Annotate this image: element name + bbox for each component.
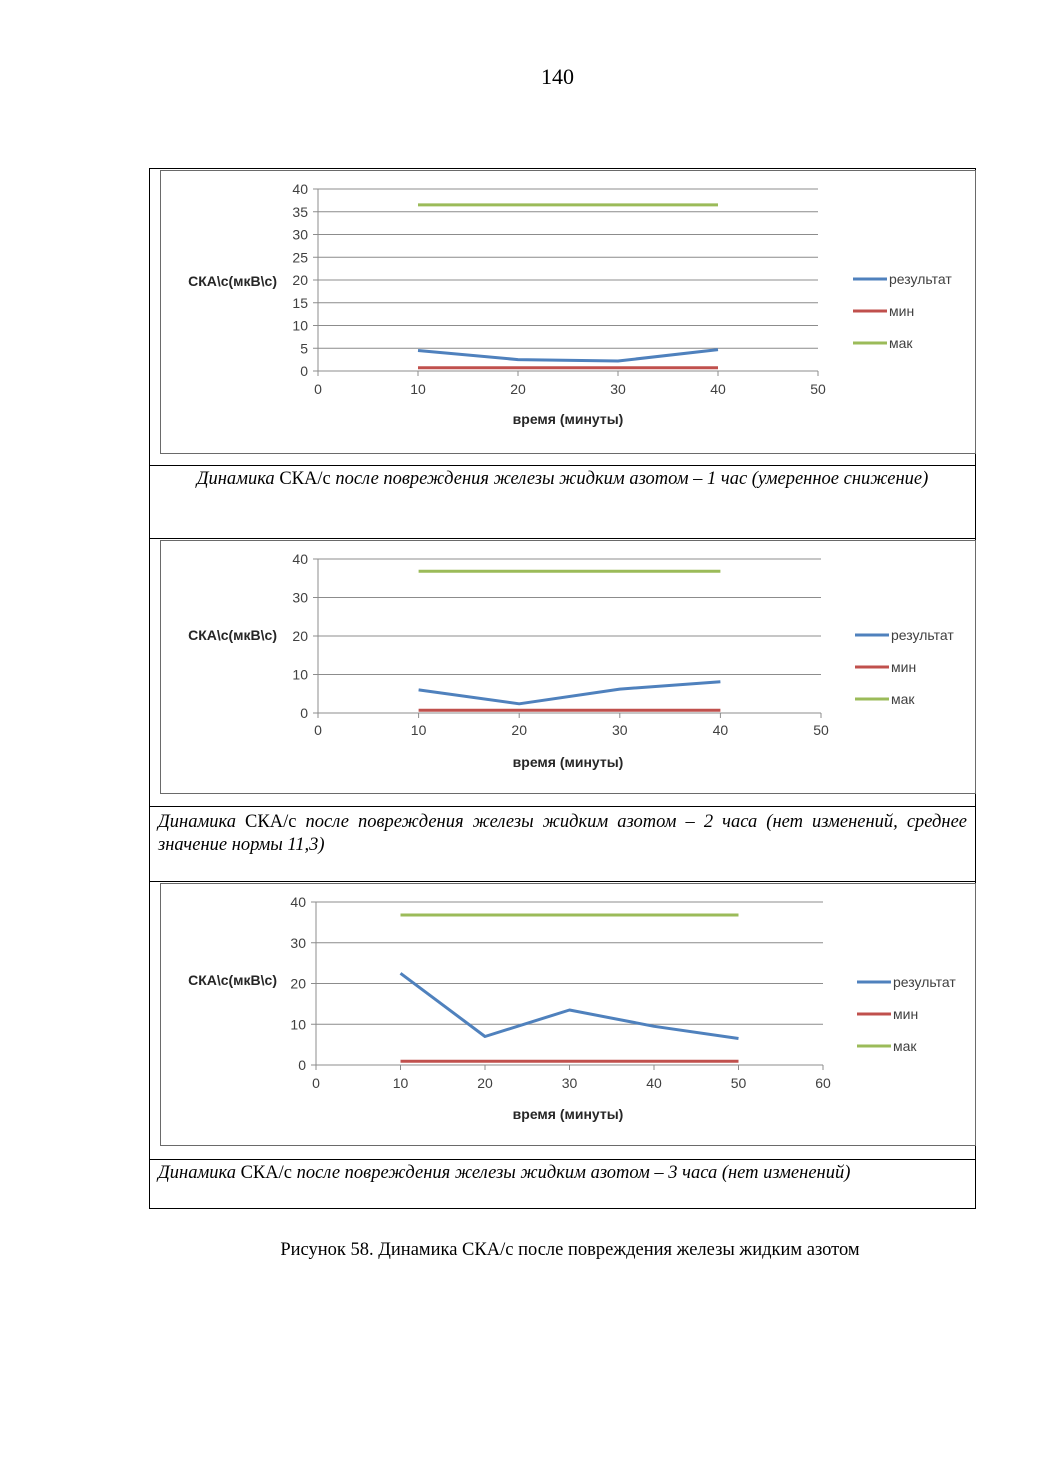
chart-1-ytick-label: 20 xyxy=(292,272,308,288)
chart-cell-2 xyxy=(149,538,976,807)
figure-caption: Рисунок 58. Динамика СКА/с после повреждения железы жидким азотом xyxy=(280,1240,860,1260)
chart-2-xlabel: время (минуты) xyxy=(512,754,624,770)
chart-1-series-результат-line xyxy=(418,350,718,361)
chart-cell-3 xyxy=(149,881,976,1160)
chart-3-xtick-label: 0 xyxy=(312,1075,320,1091)
chart-1-legend-label: мак xyxy=(889,335,913,351)
chart-cell-1 xyxy=(149,168,976,466)
chart-3-legend-label: результат xyxy=(893,974,956,990)
chart-2-ylabel: СКА\с(мкВ\с) xyxy=(188,627,277,643)
chart-1-ytick-label: 10 xyxy=(292,317,308,334)
chart-3-ytick-label: 10 xyxy=(290,1016,306,1033)
chart-3-xtick-label: 30 xyxy=(561,1075,578,1091)
chart-3-xtick-label: 50 xyxy=(730,1075,747,1091)
chart-2-xtick-label: 0 xyxy=(314,722,322,738)
chart-1-legend-label: мин xyxy=(889,303,915,319)
chart-1-xlabel: время (минуты) xyxy=(512,411,624,427)
chart-2-xtick-label: 40 xyxy=(712,722,729,738)
caption-2-measure: СКА/с xyxy=(245,812,297,832)
chart-3-xlabel: время (минуты) xyxy=(512,1106,624,1122)
caption-3-rest: после повреждения железы жидким азотом – 3 часа (нет изменений) xyxy=(291,1163,851,1183)
chart-1-ytick-label: 30 xyxy=(292,226,308,243)
chart-2 xyxy=(161,541,975,793)
caption-2 xyxy=(158,811,967,857)
caption-cell-1 xyxy=(149,465,976,539)
caption-cell-3 xyxy=(149,1159,976,1209)
chart-1-xtick-label: 20 xyxy=(510,381,526,397)
chart-3-legend-label: мин xyxy=(893,1006,919,1022)
caption-3-prefix: Динамика xyxy=(158,1163,241,1183)
chart-3-xtick-label: 60 xyxy=(815,1075,831,1091)
chart-1-legend-label: результат xyxy=(889,271,952,287)
chart-3-xtick-label: 20 xyxy=(477,1075,493,1091)
chart-2-xtick-label: 30 xyxy=(612,722,628,738)
chart-1-ytick-label: 0 xyxy=(300,363,308,379)
chart-2-ytick-label: 40 xyxy=(292,551,308,567)
chart-frame-2 xyxy=(160,540,976,794)
caption-2-prefix: Динамика xyxy=(158,812,246,832)
chart-1-xtick-label: 50 xyxy=(810,381,826,397)
caption-1-measure: СКА/с xyxy=(279,469,331,489)
chart-2-ytick-label: 30 xyxy=(292,589,308,606)
chart-3-ytick-label: 30 xyxy=(290,934,306,951)
chart-1-xtick-label: 40 xyxy=(710,381,726,397)
chart-frame-3 xyxy=(160,883,976,1146)
chart-2-ytick-label: 10 xyxy=(292,666,308,683)
chart-3-ylabel: СКА\с(мкВ\с) xyxy=(188,972,277,988)
chart-2-legend-label: мин xyxy=(891,659,917,675)
chart-2-legend-label: мак xyxy=(891,691,915,707)
chart-1 xyxy=(161,171,975,453)
chart-2-ytick-label: 20 xyxy=(292,628,308,644)
chart-3-ytick-label: 20 xyxy=(290,975,306,992)
figure-table xyxy=(149,168,976,1209)
caption-3 xyxy=(158,1162,967,1185)
chart-1-ytick-label: 40 xyxy=(292,181,308,197)
chart-3-ytick-label: 40 xyxy=(290,894,306,910)
chart-1-ytick-label: 5 xyxy=(300,340,308,357)
chart-2-xtick-label: 20 xyxy=(511,722,527,738)
chart-2-series-результат-line xyxy=(419,682,721,704)
chart-1-xtick-label: 0 xyxy=(314,381,322,397)
caption-1-rest: после повреждения железы жидким азотом – 1 час (умеренное снижение) xyxy=(330,469,929,489)
caption-3-measure: СКА/с xyxy=(240,1163,292,1183)
chart-1-ylabel: СКА\с(мкВ\с) xyxy=(188,273,277,289)
caption-2-rest: после повреждения железы жидким азотом – 2 часа (нет изменений, среднее значение нормы 11,3) xyxy=(158,812,967,855)
caption-cell-2 xyxy=(149,806,976,882)
chart-3-xtick-label: 40 xyxy=(646,1075,662,1091)
chart-2-xtick-label: 50 xyxy=(813,722,829,738)
caption-1-prefix: Динамика xyxy=(196,469,280,489)
chart-1-ytick-label: 25 xyxy=(292,249,308,266)
chart-1-ytick-label: 15 xyxy=(292,294,308,311)
chart-1-xtick-label: 30 xyxy=(610,381,626,397)
page-number: 140 xyxy=(541,64,574,89)
chart-3-ytick-label: 0 xyxy=(298,1057,306,1073)
chart-2-xtick-label: 10 xyxy=(410,722,427,738)
chart-1-ytick-label: 35 xyxy=(292,203,308,220)
chart-2-ytick-label: 0 xyxy=(300,705,308,721)
chart-2-legend-label: результат xyxy=(891,627,954,643)
chart-frame-1 xyxy=(160,170,976,454)
chart-3 xyxy=(161,884,975,1145)
chart-3-legend-label: мак xyxy=(893,1038,917,1054)
chart-3-xtick-label: 10 xyxy=(392,1075,409,1091)
caption-1 xyxy=(180,468,945,491)
chart-1-xtick-label: 10 xyxy=(410,381,426,397)
